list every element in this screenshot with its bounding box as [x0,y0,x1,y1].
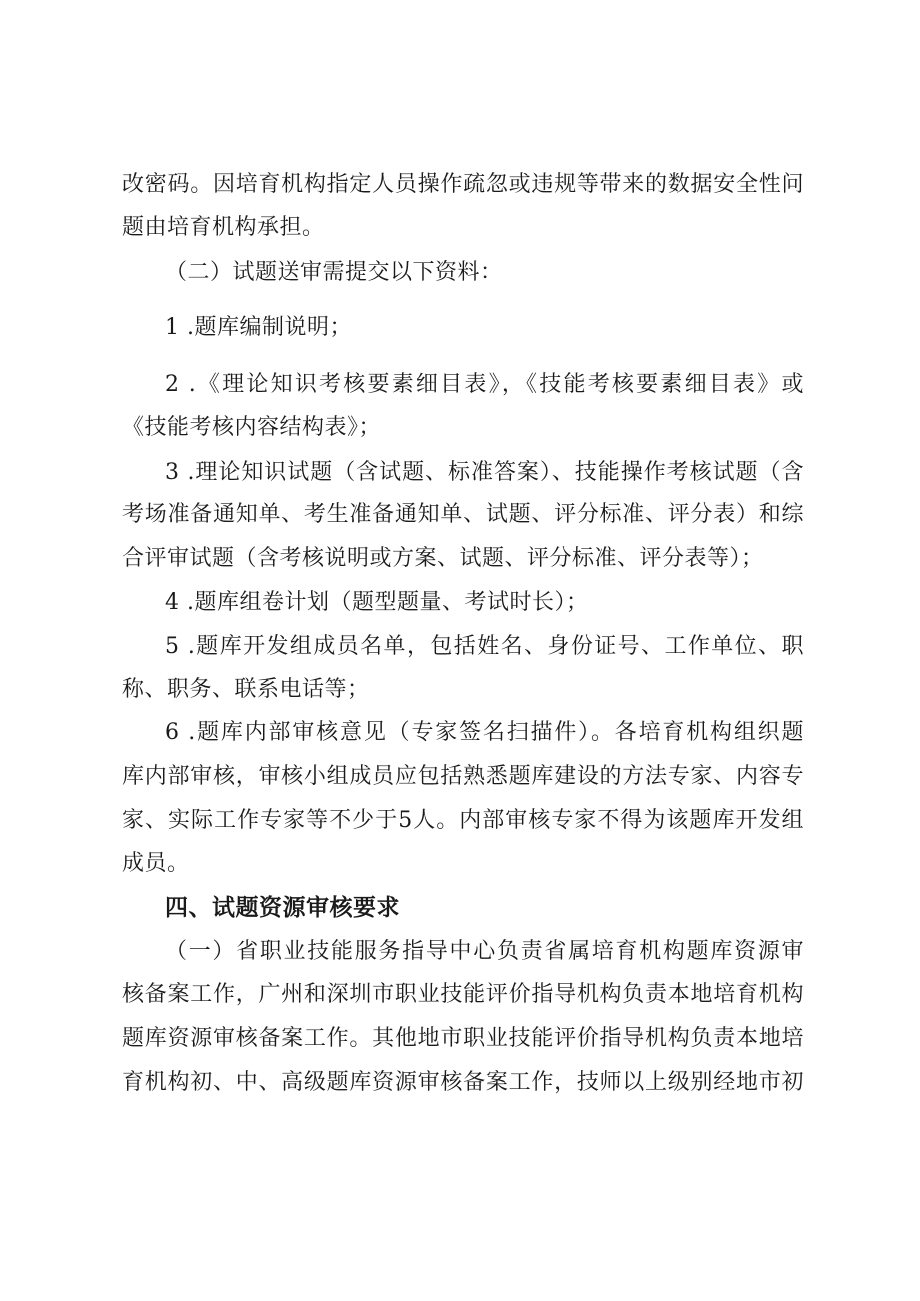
list-item: 6 .题库内部审核意见（专家签名扫描件）。各培育机构组织题 [165,720,804,745]
list-item: 5 .题库开发组成员名单，包括姓名、身份证号、工作单位、职 [165,634,804,659]
list-item: 2 .《理论知识考核要素细目表》，《技能考核要素细目表》或 [165,372,804,397]
body-line: 核备案工作，广州和深圳市职业技能评价指导机构负责本地培育机构 [122,982,804,1007]
list-item-continuation: 考场准备通知单、考生准备通知单、试题、评分标准、评分表）和综 [122,502,804,527]
body-line: 题由培育机构承担。 [122,215,325,240]
list-item-continuation: 《技能考核内容结构表》； [122,415,382,440]
section-heading: 四、试题资源审核要求 [165,895,400,921]
body-line: 题库资源审核备案工作。其他地市职业技能评价指导机构负责本地培 [122,1026,804,1051]
list-item: 1 .题库编制说明； [165,315,352,340]
section-subtitle: （二）试题送审需提交以下资料： [165,260,503,285]
body-line: 改密码。因培育机构指定人员操作疏忽或违规等带来的数据安全性问 [122,172,804,197]
list-item-continuation: 称、职务、联系电话等； [122,677,370,702]
list-item-continuation: 成员。 [122,851,190,876]
list-item-continuation: 库内部审核，审核小组成员应包括熟悉题库建设的方法专家、内容专 [122,764,804,789]
list-item: 3 .理论知识试题（含试题、标准答案）、技能操作考核试题（含 [165,460,804,485]
list-item: 4 .题库组卷计划（题型题量、考试时长）； [165,590,589,615]
list-item-continuation: 家、实际工作专家等不少于5人。内部审核专家不得为该题库开发组 [122,808,804,833]
body-line: （一）省职业技能服务指导中心负责省属培育机构题库资源审 [165,939,804,964]
list-item-continuation: 合评审试题（含考核说明或方案、试题、评分标准、评分表等）； [122,546,764,571]
body-line: 育机构初、中、高级题库资源审核备案工作，技师以上级别经地市初 [122,1070,804,1095]
